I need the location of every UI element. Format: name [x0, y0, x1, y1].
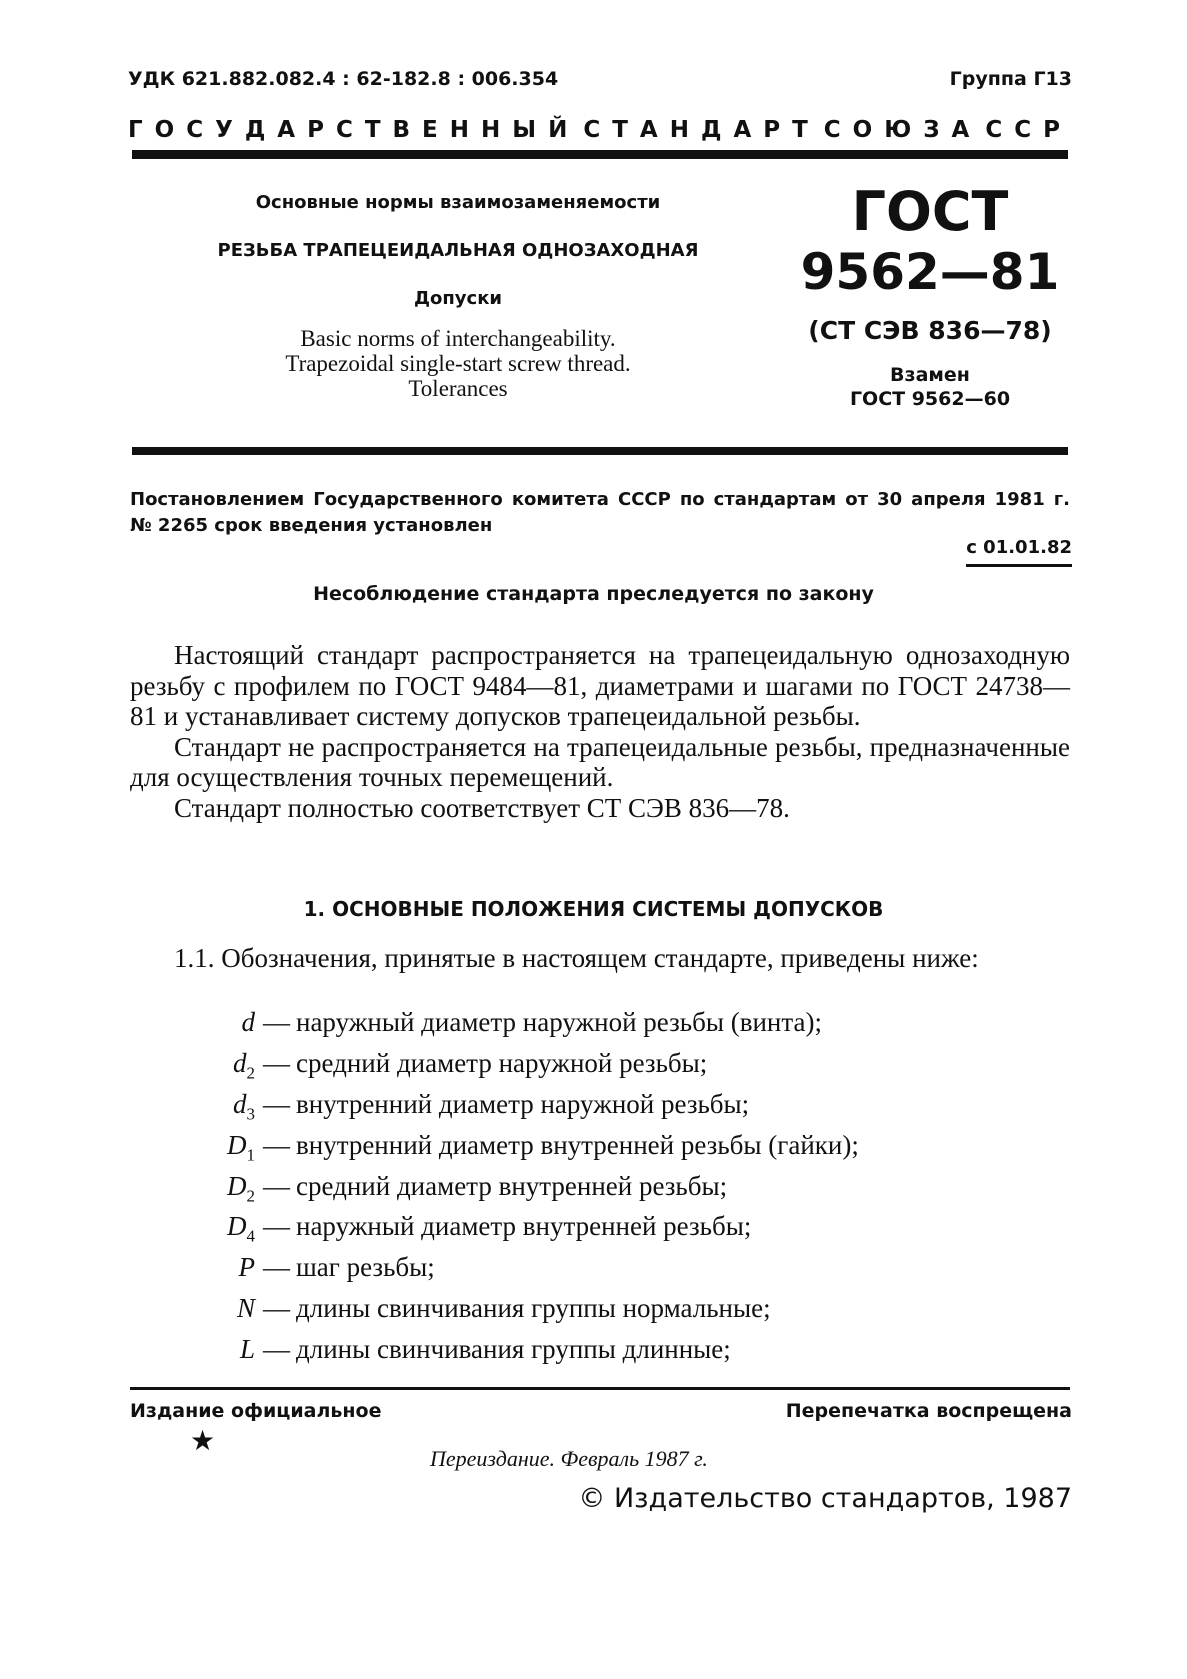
heading-word: СТАНДАРТ [583, 117, 820, 143]
symbol-description: средний диаметр наружной резьбы; [296, 1047, 708, 1078]
gost-word: ГОСТ [851, 180, 1009, 243]
symbol-item: $d_3$ — внутренний диаметр наружной резьбы; [130, 1089, 1070, 1130]
symbol: N [236, 1293, 255, 1324]
reprint-notice: Перепечатка воспрещена [785, 1400, 1072, 1422]
symbol-item: $D_1$ — внутренний диаметр внутренней резьбы (гайки); [130, 1130, 1070, 1171]
state-standard-heading [128, 117, 1072, 143]
group-code: Группа Г13 [949, 68, 1072, 90]
decree-text: Постановлением Государственного комитета СССР по стандартам от 30 апреля 1981 г. № 2265 срок введения установлен [130, 489, 1070, 536]
top-rule [132, 150, 1068, 159]
symbol-item: $D_4$ — наружный диаметр внутренней резьбы; [130, 1211, 1070, 1252]
replaces-label: Взамен [890, 364, 970, 386]
st-sev-reference: (СТ СЭВ 836—78) [808, 316, 1052, 345]
reissue-note: Переиздание. Февраль 1987 г. [430, 1446, 708, 1471]
english-title-line: Trapezoidal single-start screw thread. [285, 351, 631, 376]
effective-date: с 01.01.82 [966, 537, 1072, 567]
heading-word: СОЮЗА [823, 117, 982, 143]
legal-warning: Несоблюдение стандарта преследуется по закону [313, 583, 874, 605]
subject-line: Основные нормы взаимозаменяемости [255, 192, 661, 213]
star-icon: ★ [190, 1426, 216, 1457]
symbol: $D_2$ [227, 1170, 255, 1205]
symbol-item: L — длины свинчивания группы длинные; [130, 1334, 1070, 1375]
copyright-notice: © Издательство стандартов, 1987 [578, 1483, 1072, 1514]
symbol: $d_2$ [233, 1047, 255, 1083]
footer-rule [130, 1387, 1070, 1390]
english-title-line: Basic norms of interchangeability. [300, 326, 616, 351]
symbol-item: $d_2$ — средний диаметр наружной резьбы; [130, 1048, 1070, 1089]
symbol-item: $D_2$ — средний диаметр внутренней резьбы; [130, 1171, 1070, 1212]
standard-title: РЕЗЬБА ТРАПЕЦЕИДАЛЬНАЯ ОДНОЗАХОДНАЯ [217, 240, 699, 261]
intro-paragraph: Стандарт не распространяется на трапецеидальные резьбы, предназначенные для осуществления точных перемещений. [130, 731, 1070, 792]
intro-paragraph: Стандарт полностью соответствует СТ СЭВ 836—78. [174, 792, 790, 823]
section-heading: 1. ОСНОВНЫЕ ПОЛОЖЕНИЯ СИСТЕМЫ ДОПУСКОВ [303, 897, 884, 921]
symbol-description: наружный диаметр внутренней резьбы; [296, 1211, 752, 1242]
standard-subtitle: Допуски [413, 288, 503, 309]
symbol: d [241, 1007, 255, 1037]
symbol: $D_1$ [227, 1129, 255, 1165]
symbol-description: средний диаметр внутренней резьбы; [296, 1170, 728, 1201]
symbol-description: внутренний диаметр внутренней резьбы (гайки); [296, 1129, 859, 1160]
english-title-line: Tolerances [408, 376, 508, 401]
symbol-description: наружный диаметр наружной резьбы (винта); [296, 1007, 822, 1037]
symbol-description: длины свинчивания группы длинные; [296, 1334, 731, 1365]
clause-1-1: 1.1. Обозначения, принятые в настоящем стандарте, приведены ниже: [174, 943, 979, 973]
symbol-description: шаг резьбы; [296, 1252, 435, 1283]
udk-code: УДК 621.882.082.4 : 62-182.8 : 006.354 [128, 68, 559, 90]
intro-text [130, 640, 1070, 823]
heading-word: ССР [985, 117, 1072, 143]
symbol-item: d — наружный диаметр наружной резьбы (винта); [130, 1007, 1070, 1048]
symbol: P [238, 1252, 255, 1283]
symbol: $D_4$ [227, 1211, 255, 1246]
replaces-value: ГОСТ 9562—60 [849, 388, 1011, 410]
symbol-description: внутренний диаметр наружной резьбы; [296, 1088, 750, 1119]
gost-number: 9562—81 [800, 243, 1060, 301]
symbol-description: длины свинчивания группы нормальные; [296, 1293, 771, 1324]
symbol: $d_3$ [233, 1088, 255, 1124]
symbol: L [239, 1334, 255, 1365]
heading-word: ГОСУДАРСТВЕННЫЙ [128, 117, 580, 143]
intro-paragraph: Настоящий стандарт распространяется на трапецеидальную однозаходную резьбу с профилем по ГОСТ 9484—81, диаметрами и шагами по ГОСТ 24738—81 и устанавливает систему допусков трапецеидальной резьбы. [130, 640, 1070, 731]
symbol-list [130, 1007, 1070, 1375]
symbol-item: N — длины свинчивания группы нормальные; [130, 1293, 1070, 1334]
middle-rule [132, 447, 1068, 455]
edition-label: Издание официальное [130, 1400, 382, 1422]
standard-id-block [780, 182, 1080, 411]
symbol-item: P — шаг резьбы; [130, 1252, 1070, 1293]
title-block [170, 192, 746, 401]
